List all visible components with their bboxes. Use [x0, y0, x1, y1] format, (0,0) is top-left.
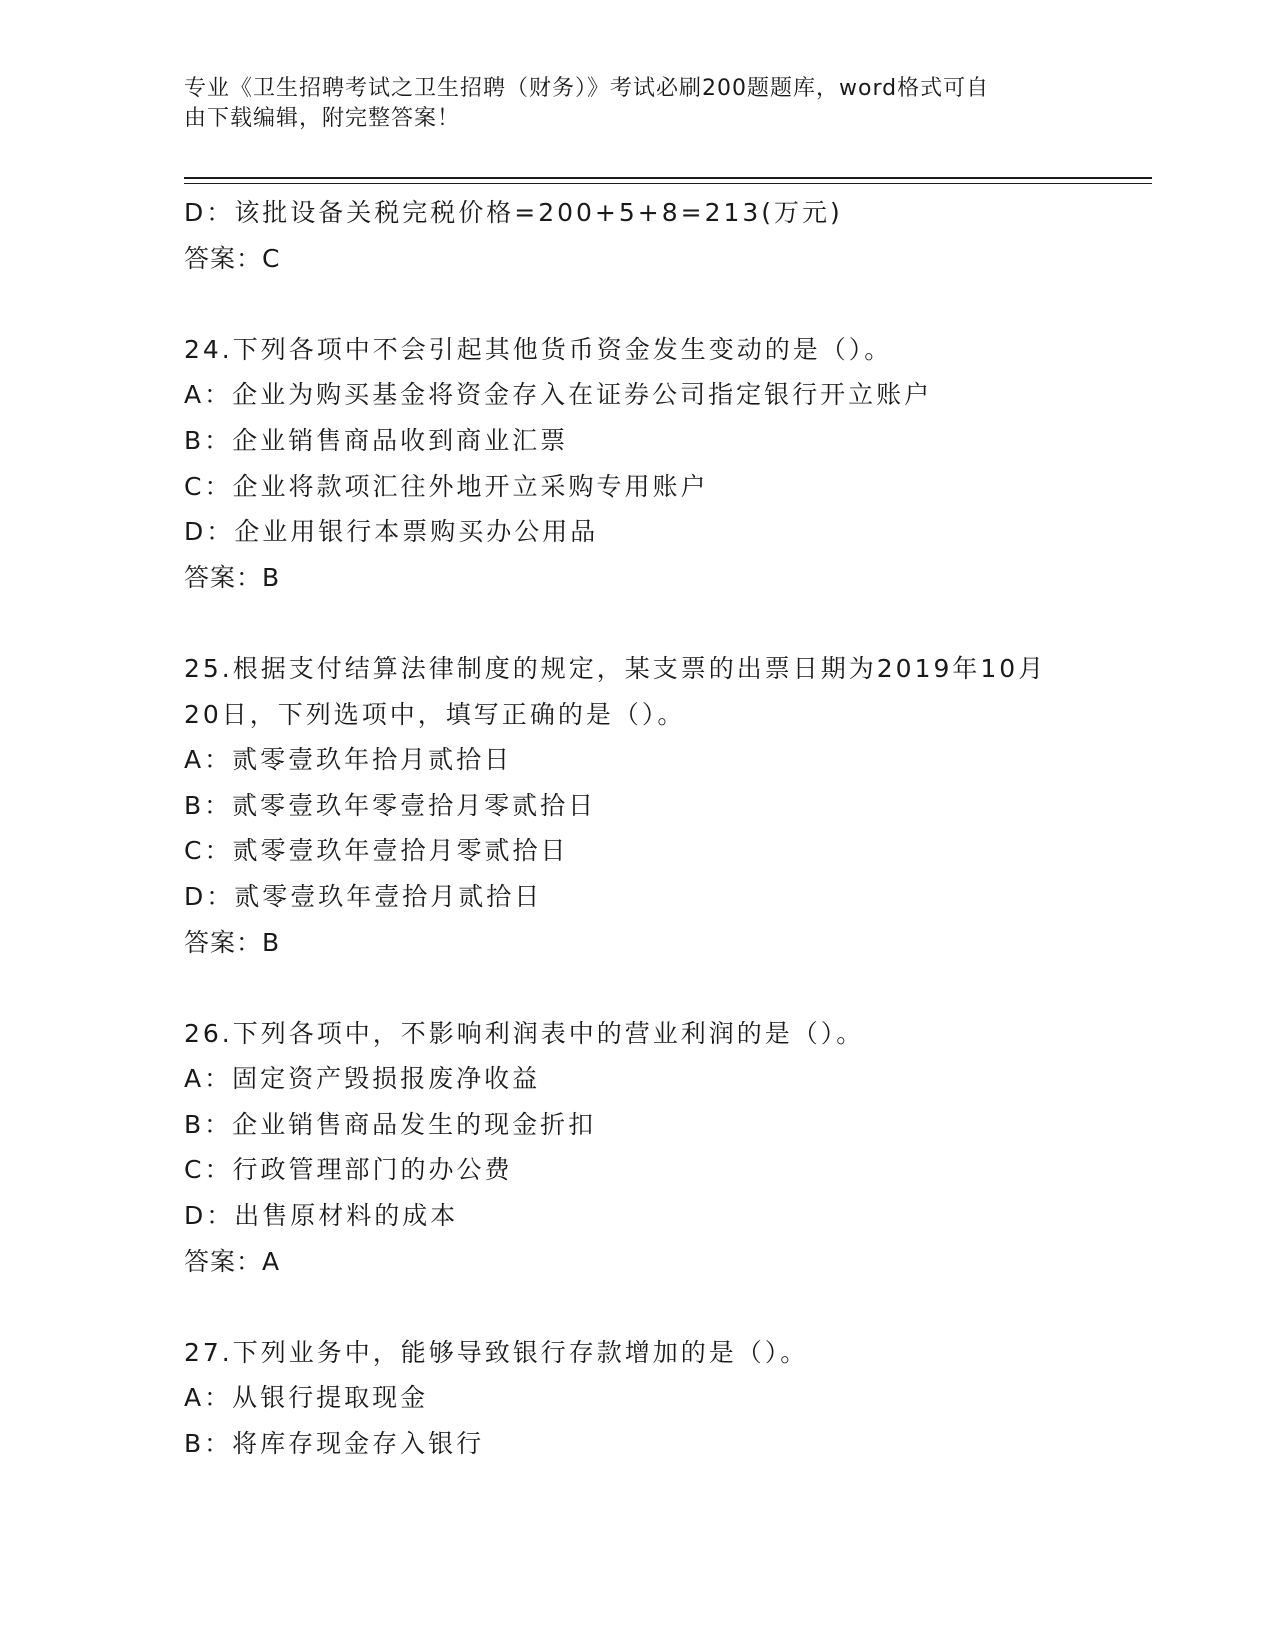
- option-c: C：企业将款项汇往外地开立采购专用账户: [184, 471, 709, 501]
- option-d: D：贰零壹玖年壹拾月贰拾日: [184, 881, 543, 911]
- answer-line: 答案：A: [184, 1246, 281, 1276]
- option-a: A：企业为购买基金将资金存入在证券公司指定银行开立账户: [184, 380, 933, 410]
- option-c: C：行政管理部门的办公费: [184, 1155, 513, 1185]
- question-block: [184, 646, 1084, 965]
- question-stem: 27.下列业务中，能够导致银行存款增加的是（）。: [184, 1337, 809, 1367]
- document-header: [184, 74, 1064, 134]
- header-line-2: 由下载编辑，附完整答案！: [184, 106, 461, 131]
- answer-line: 答案：B: [184, 927, 281, 957]
- answer-line: 答案：B: [184, 562, 281, 592]
- question-list: [184, 190, 1084, 1467]
- spacer: [184, 600, 1084, 646]
- question-stem: 26.下列各项中，不影响利润表中的营业利润的是（）。: [184, 1018, 865, 1048]
- question-stem: 24.下列各项中不会引起其他货币资金发生变动的是（）。: [184, 334, 893, 364]
- option-c: C：贰零壹玖年壹拾月零贰拾日: [184, 836, 569, 866]
- header-divider-thin: [184, 183, 1152, 184]
- question-block: [184, 327, 1084, 601]
- option-a: A：固定资产毁损报废净收益: [184, 1064, 541, 1094]
- option-b: B：贰零壹玖年零壹拾月零贰拾日: [184, 790, 597, 820]
- question-stem: 25.根据支付结算法律制度的规定，某支票的出票日期为2019年10月: [184, 653, 1047, 683]
- answer-line: 答案：C: [184, 243, 281, 273]
- spacer: [184, 281, 1084, 327]
- spacer: [184, 1284, 1084, 1330]
- question-block: [184, 1011, 1084, 1285]
- header-divider-thick: [184, 177, 1152, 179]
- option-b: B：企业销售商品发生的现金折扣: [184, 1109, 597, 1139]
- option-d: D：该批设备关税完税价格=200+5+8=213(万元): [184, 198, 843, 227]
- option-d: D：出售原材料的成本: [184, 1201, 459, 1231]
- option-a: A：贰零壹玖年拾月贰拾日: [184, 745, 513, 775]
- option-b: B：将库存现金存入银行: [184, 1429, 485, 1459]
- header-line-1: 专业《卫生招聘考试之卫生招聘（财务）》考试必刷200题题库，word格式可自: [184, 76, 990, 101]
- spacer: [184, 965, 1084, 1011]
- option-a: A：从银行提取现金: [184, 1383, 429, 1413]
- option-d: D：企业用银行本票购买办公用品: [184, 517, 599, 547]
- option-b: B：企业销售商品收到商业汇票: [184, 425, 569, 455]
- question-block: [184, 1330, 1084, 1467]
- question-stem-continued: 20日，下列选项中，填写正确的是（）。: [184, 699, 686, 729]
